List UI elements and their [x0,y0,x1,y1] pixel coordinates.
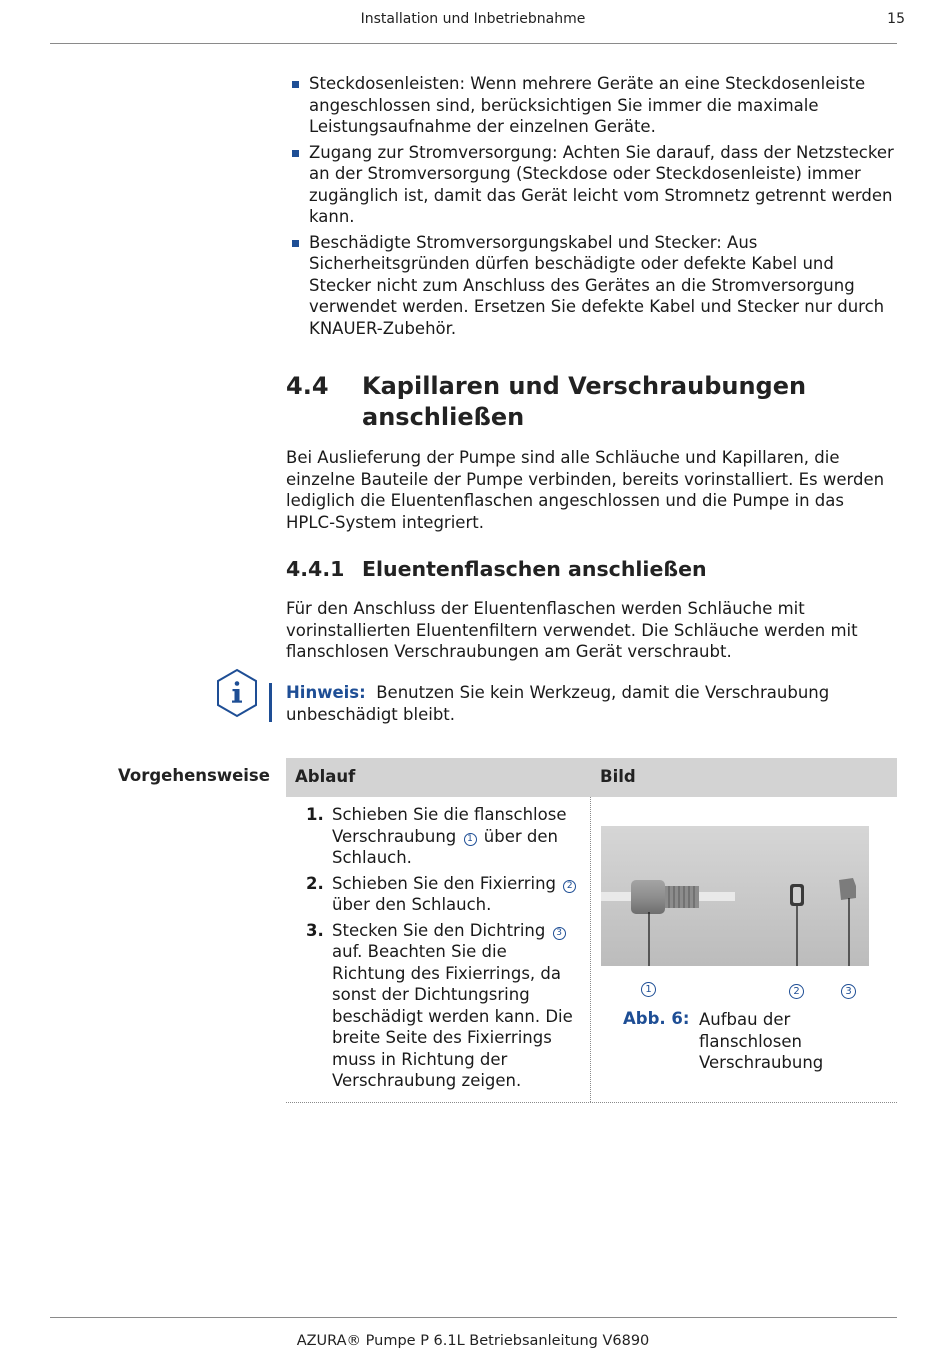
step-item [306,920,582,1092]
step-number: 1. [306,805,324,824]
note-bar [269,683,272,722]
square-bullet-icon [292,240,299,247]
table-bottom-border [286,1102,897,1103]
info-icon [215,668,259,722]
subsection-title: Eluentenflaschen anschließen [362,557,707,581]
procedure-side-label: Vorgehensweise [118,766,270,785]
callout-1: 1 [641,982,656,997]
page-number: 15 [887,11,905,27]
step-text: Schieben Sie die flanschlose Verschraubung [332,805,567,846]
step-text: über den Schlauch. [332,826,558,867]
footer-text: AZURA® Pumpe P 6.1L Betriebsanleitung V6890 [296,1333,650,1349]
figure-caption: Aufbau der flanschlosen Verschraubung [699,1010,824,1072]
note [286,682,886,725]
note-text: Benutzen Sie kein Werkzeug, damit die Verschraubung unbeschädigt bleibt. [286,683,830,724]
step-number: 2. [306,873,324,893]
header-divider [50,43,897,44]
list-item [286,232,898,340]
section-number: 4.4 [286,372,329,400]
callout-2: 2 [789,984,804,999]
subsection-number: 4.4.1 [286,557,345,581]
table-header [286,758,897,797]
callout-3: 3 [841,984,856,999]
square-bullet-icon [292,150,299,157]
bullet-text: Steckdosenleisten: Wenn mehrere Geräte an eine Steckdosenleiste angeschlossen sind, berücksichtigen Sie immer die maximale Leistungsaufnahme der einzelnen Geräte. [309,74,866,136]
callout-marker: 1 [464,833,477,846]
callout-marker: 2 [563,880,576,893]
step-number: 3. [306,920,324,940]
bullet-text: Beschädigte Stromversorgungskabel und Stecker: Aus Sicherheitsgründen dürfen beschädigte oder defekte Kabel und Stecker nicht zum Anschluss des Gerätes an die Stromversorgung verwendet werden. Ersetzen Sie defekte Kabel und Stecker nur durch KNAUER-Zubehör. [309,232,885,338]
fitting-photo [601,826,869,966]
section-title: Kapillaren und Verschraubungen anschließen [362,372,807,431]
callout-marker: 3 [553,927,566,940]
step-text: Schieben Sie den Fixierring [332,873,557,893]
section-intro: Bei Auslieferung der Pumpe sind alle Schläuche und Kapillaren, die einzelne Bauteile der Pumpe verbinden, bereits vorinstalliert. Es werden lediglich die Eluentenflaschen angeschlossen und die Pumpe in das HPLC-System integriert. [286,448,885,532]
step-text: auf. Beachten Sie die Richtung des Fixierrings, da sonst der Dichtungsring beschädigt werden kann. Die breite Seite des Fixierrings muss in Richtung der Verschraubung zeigen. [332,942,573,1090]
square-bullet-icon [292,81,299,88]
running-header-title: Installation und Inbetriebnahme [360,11,586,27]
list-item [286,142,898,228]
step-item [306,804,582,869]
step-item [306,873,582,916]
figure-label: Abb. 6: [623,1009,690,1028]
list-item [286,73,898,138]
note-label: Hinweis: [286,683,366,702]
column-divider [590,797,591,1102]
step-list [306,804,582,1096]
bullet-text: Zugang zur Stromversorgung: Achten Sie darauf, dass der Netzstecker an der Stromversorgung (Steckdose oder Steckdosenleiste) immer zugänglich ist, damit das Gerät leicht vom Stromnetz getrennt werden kann. [309,142,894,226]
column-header-image: Bild [600,767,636,786]
subsection-text: Für den Anschluss der Eluentenflaschen werden Schläuche mit vorinstallierten Eluentenfiltern verwendet. Die Schläuche werden mit flanschlosen Verschraubungen am Gerät verschraubt. [286,599,858,661]
footer-divider [50,1317,897,1318]
step-text: Stecken Sie den Dichtring [332,920,546,940]
step-text: über den Schlauch. [332,895,492,914]
bullet-list [286,73,898,343]
column-header-steps: Ablauf [295,767,356,786]
